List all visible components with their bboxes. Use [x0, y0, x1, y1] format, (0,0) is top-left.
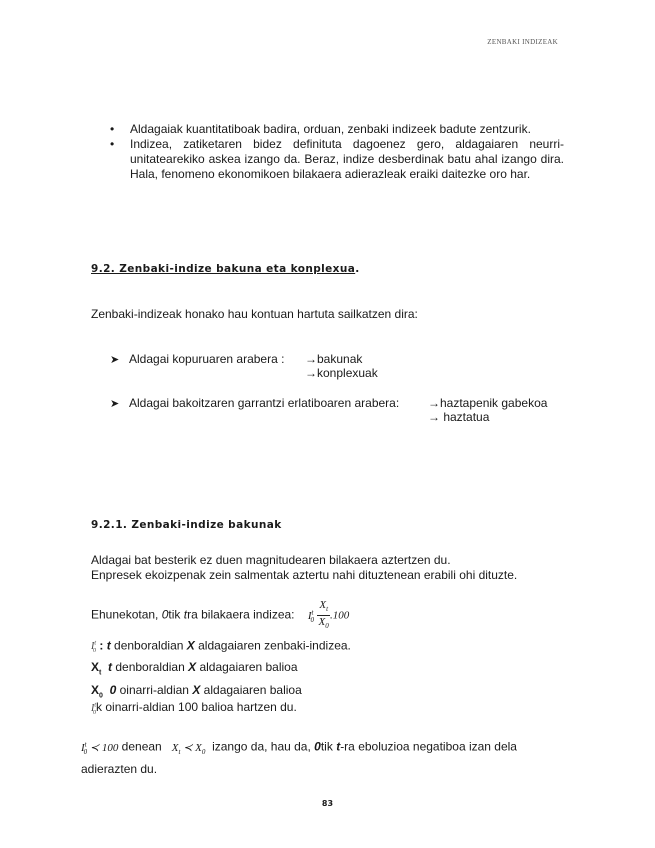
- fraction-numerator: [317, 599, 330, 616]
- condition-paragraph: [81, 736, 563, 778]
- option-text: →haztapenik gabekoa: [428, 396, 548, 410]
- formula-text: t: [183, 607, 188, 622]
- arrow-bullet-icon: ➤: [110, 354, 120, 366]
- list-item: [110, 122, 564, 137]
- classification-item: [110, 396, 119, 410]
- bullet-text: Indizea, zatiketaren bidez definituta dagoenez gero, aldagaiaren neurri-unitatearekiko askea izango da. Beraz, indize desberdinak batu ahal izango dira. Hala, fenomeno ekonomikoen bilakaera adierazleak eraiki daitezke oro har.: [130, 137, 564, 181]
- math-symbol: $I^t_0$ ≺ 100: [81, 740, 119, 756]
- running-header: ZENBAKI INDIZEAK: [487, 38, 558, 46]
- formula-text: ra bilakaera indizea:: [187, 607, 295, 622]
- math-symbol: .100: [330, 609, 350, 622]
- classification-options: [305, 352, 378, 380]
- definition-line: $X_t$ t denboraldian X aldagaiaren balioa: [91, 660, 298, 677]
- arrow-bullet-icon: ➤: [110, 398, 120, 410]
- formula-line: [91, 598, 349, 634]
- condition-line: adierazten du.: [81, 761, 158, 776]
- section-heading-9-2: [91, 263, 360, 275]
- classification-options: [428, 396, 547, 424]
- classification-item: [110, 352, 119, 366]
- definition-line: $I^t_0$ : t denboraldian X aldagaiaren zenbaki-indizea.: [91, 638, 351, 655]
- classification-intro: Zenbaki-indizeak honako hau kontuan hartuta sailkatzen dira:: [91, 307, 418, 321]
- bullet-icon: •: [110, 137, 115, 151]
- definitions: [91, 636, 351, 704]
- definition-line: $X_0$ 0 oinarri-aldian X aldagaiaren balioa: [91, 682, 302, 700]
- option-text: → haztatua: [428, 410, 490, 424]
- paragraph-line: Aldagai bat besterik ez duen magnitudearen bilakaera aztertzen du.: [91, 553, 451, 567]
- condition-line: $I^t_0$ ≺ 100 denean $X_t$ ≺ $X_0$ izango da, hau da, 0tik t-ra eboluzioa negatiboa izan dela: [81, 739, 517, 756]
- section-title-period: .: [355, 263, 360, 275]
- fraction: [317, 599, 330, 632]
- index-formula: [308, 610, 314, 622]
- math-symbol: X: [318, 615, 326, 628]
- condition-text: denean: [118, 739, 162, 754]
- bullet-text: Aldagaiak kuantitatiboak badira, orduan, zenbaki indizeek badute zentzurik.: [130, 122, 531, 136]
- bullet-icon: •: [110, 122, 115, 136]
- math-sup: t: [311, 608, 314, 616]
- classification-label: Aldagai bakoitzaren garrantzi erlatiboaren arabera:: [129, 396, 400, 410]
- math-symbol: $I^t_0$: [91, 641, 97, 655]
- note-text: k oinarri-aldian 100 balioa hartzen du.: [96, 700, 297, 714]
- option-text: →bakunak: [305, 352, 363, 366]
- formula-text: 0: [161, 607, 169, 622]
- page-number: 83: [321, 799, 334, 808]
- math-symbol: $I^t_0$: [91, 702, 97, 716]
- math-sub: 0: [325, 622, 329, 631]
- paragraph: [91, 553, 517, 583]
- section-title: 9.2.1. Zenbaki-indize bakunak: [91, 519, 282, 531]
- math-sub: 0: [310, 615, 314, 624]
- base-note: [91, 700, 297, 716]
- option-text: →konplexuak: [305, 366, 378, 380]
- math-symbol: $X_t$ ≺ $X_0$: [171, 741, 206, 756]
- bullet-list: [110, 122, 564, 182]
- section-heading-9-2-1: [91, 519, 282, 531]
- paragraph-line: Enpresek ekoizpenak zein salmentak aztertu nahi dituztenean erabili ohi dituzte.: [91, 568, 518, 582]
- fraction-denominator: [317, 616, 330, 632]
- list-item: [110, 137, 564, 182]
- math-sub: t: [326, 604, 329, 613]
- condition-text: -ra eboluzioa negatiboa izan dela: [340, 739, 517, 754]
- formula-text: tik: [168, 607, 184, 622]
- formula-text: Ehunekotan,: [91, 607, 162, 622]
- math-symbol: I: [307, 609, 312, 622]
- classification-label: Aldagai kopuruaren arabera :: [129, 352, 285, 366]
- math-symbol: X: [319, 598, 327, 611]
- section-title: 9.2. Zenbaki-indize bakuna eta konplexua: [91, 263, 356, 275]
- condition-text: izango da, hau da,: [208, 739, 315, 754]
